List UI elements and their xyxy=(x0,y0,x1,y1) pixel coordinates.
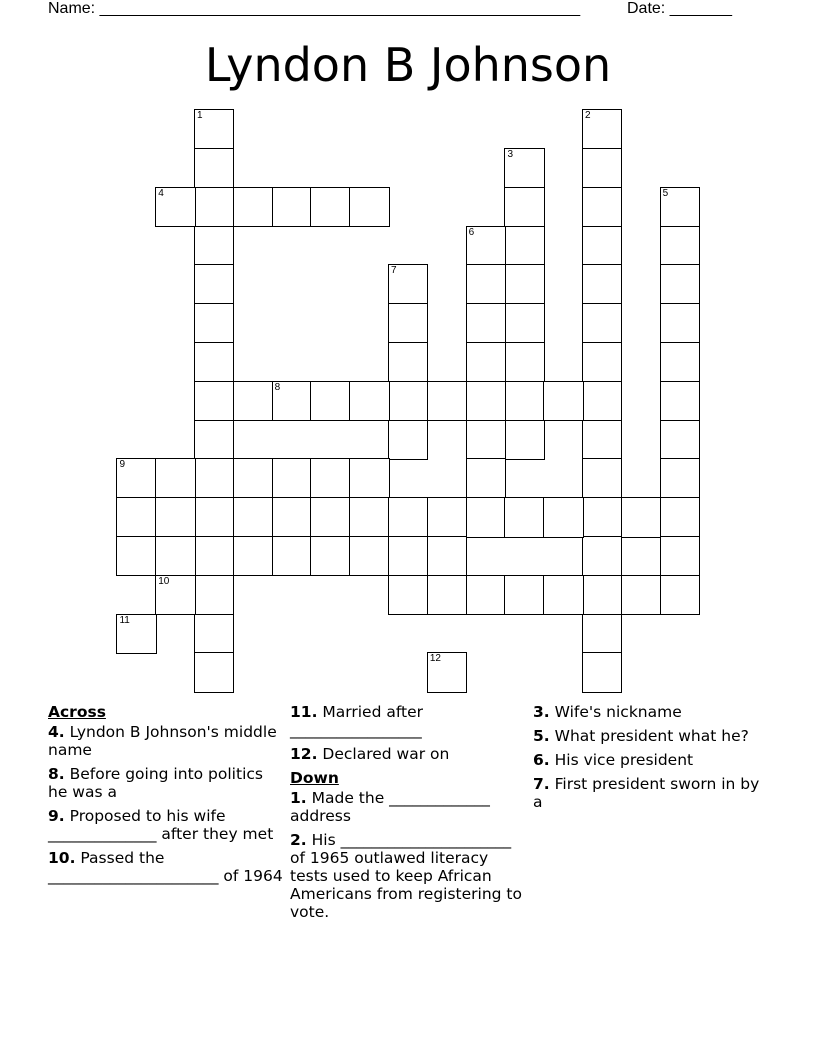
grid-cell[interactable] xyxy=(466,420,506,460)
grid-cell[interactable] xyxy=(466,575,506,615)
grid-cell[interactable] xyxy=(233,497,273,537)
grid-cell[interactable] xyxy=(194,264,234,304)
across-heading: Across xyxy=(48,703,106,721)
grid-cell[interactable] xyxy=(272,458,312,498)
clue-number-label: 5 xyxy=(662,187,669,199)
grid-cell[interactable] xyxy=(582,303,622,343)
grid-cell[interactable] xyxy=(582,458,622,498)
grid-cell[interactable] xyxy=(582,536,622,576)
clue-across-9: 9. Proposed to his wife ______________ after they met xyxy=(48,807,274,843)
grid-cell[interactable] xyxy=(427,381,467,421)
grid-cell[interactable] xyxy=(233,187,273,227)
grid-cell[interactable] xyxy=(194,497,234,537)
grid-cell[interactable] xyxy=(504,497,544,537)
grid-cell[interactable] xyxy=(388,342,428,382)
grid-cell[interactable] xyxy=(194,614,234,654)
down-heading: Down xyxy=(290,769,339,787)
grid-cell[interactable] xyxy=(582,652,622,692)
grid-cell[interactable] xyxy=(582,226,622,266)
clue-across-10: 10. Passed the ______________________ of 1964 xyxy=(48,849,283,885)
grid-cell[interactable] xyxy=(427,497,467,537)
grid-cell[interactable] xyxy=(310,536,350,576)
grid-cell[interactable] xyxy=(504,264,544,304)
grid-cell[interactable] xyxy=(660,381,700,421)
grid-cell[interactable] xyxy=(388,575,428,615)
grid-cell[interactable] xyxy=(388,420,428,460)
grid-cell[interactable] xyxy=(310,497,350,537)
grid-cell[interactable] xyxy=(504,226,544,266)
clue-number-label: 11 xyxy=(119,614,130,626)
clues-column-2 xyxy=(290,703,528,927)
clue-across-4: 4. Lyndon B Johnson's middle name xyxy=(48,723,277,759)
grid-cell[interactable] xyxy=(660,575,700,615)
grid-cell[interactable] xyxy=(155,536,195,576)
grid-cell[interactable] xyxy=(349,187,389,227)
grid-cell[interactable] xyxy=(194,652,234,692)
grid-cell[interactable] xyxy=(388,497,428,537)
grid-cell[interactable] xyxy=(660,187,700,227)
grid-cell[interactable] xyxy=(621,497,661,537)
grid-cell[interactable] xyxy=(427,575,467,615)
grid-cell[interactable] xyxy=(660,303,700,343)
grid-cell[interactable] xyxy=(660,458,700,498)
grid-cell[interactable] xyxy=(660,342,700,382)
grid-cell[interactable] xyxy=(621,575,661,615)
grid-cell[interactable] xyxy=(155,497,195,537)
grid-cell[interactable] xyxy=(582,420,622,460)
date-field[interactable]: Date: _______ xyxy=(627,0,732,17)
grid-cell[interactable] xyxy=(194,420,234,460)
grid-cell[interactable] xyxy=(504,342,544,382)
clue-down-3: 3. Wife's nickname xyxy=(533,703,682,721)
grid-cell[interactable] xyxy=(116,458,156,498)
grid-cell[interactable] xyxy=(388,303,428,343)
grid-cell[interactable] xyxy=(233,536,273,576)
grid-cell[interactable] xyxy=(582,497,622,537)
clue-down-1: 1. Made the _____________ address xyxy=(290,789,490,825)
grid-cell[interactable] xyxy=(310,458,350,498)
grid-cell[interactable] xyxy=(466,497,506,537)
clue-down-2: 2. His ______________________ of 1965 outlawed literacy tests used to keep African Americans from registering to vote. xyxy=(290,831,522,921)
grid-cell[interactable] xyxy=(272,187,312,227)
grid-cell[interactable] xyxy=(466,458,506,498)
grid-cell[interactable] xyxy=(388,536,428,576)
grid-cell[interactable] xyxy=(388,264,428,304)
grid-cell[interactable] xyxy=(349,497,389,537)
grid-cell[interactable] xyxy=(660,536,700,576)
grid-cell[interactable] xyxy=(349,536,389,576)
grid-cell[interactable] xyxy=(194,458,234,498)
grid-cell[interactable] xyxy=(582,342,622,382)
clue-number-label: 4 xyxy=(158,187,164,199)
grid-cell[interactable] xyxy=(660,420,700,460)
clue-across-8: 8. Before going into politics he was a xyxy=(48,765,263,801)
grid-cell[interactable] xyxy=(194,109,234,149)
grid-cell[interactable] xyxy=(466,381,506,421)
clue-number-label: 8 xyxy=(274,381,281,393)
grid-cell[interactable] xyxy=(427,652,467,692)
grid-cell[interactable] xyxy=(272,497,312,537)
grid-cell[interactable] xyxy=(194,575,234,615)
clue-number-label: 10 xyxy=(158,575,170,587)
grid-cell[interactable] xyxy=(504,381,544,421)
grid-cell[interactable] xyxy=(194,187,234,227)
grid-cell[interactable] xyxy=(194,536,234,576)
grid-cell[interactable] xyxy=(116,614,156,654)
clues-column-1 xyxy=(48,703,284,891)
grid-cell[interactable] xyxy=(194,342,234,382)
grid-cell[interactable] xyxy=(427,536,467,576)
clue-across-12: 12. Declared war on xyxy=(290,745,450,763)
grid-cell[interactable] xyxy=(660,226,700,266)
grid-cell[interactable] xyxy=(504,303,544,343)
grid-cell[interactable] xyxy=(310,381,350,421)
grid-cell[interactable] xyxy=(233,458,273,498)
grid-cell[interactable] xyxy=(582,614,622,654)
grid-cell[interactable] xyxy=(466,342,506,382)
clue-number-label: 3 xyxy=(507,149,513,161)
grid-cell[interactable] xyxy=(504,148,544,188)
grid-cell[interactable] xyxy=(504,420,544,460)
grid-cell[interactable] xyxy=(310,187,350,227)
clue-down-7: 7. First president sworn in by a xyxy=(533,775,760,811)
clue-number-label: 12 xyxy=(429,653,441,665)
grid-cell[interactable] xyxy=(155,187,195,227)
grid-cell[interactable] xyxy=(466,264,506,304)
clue-number-label: 6 xyxy=(468,226,475,238)
clue-number-label: 2 xyxy=(585,110,591,122)
grid-cell[interactable] xyxy=(582,187,622,227)
clue-number-label: 1 xyxy=(197,110,203,122)
grid-cell[interactable] xyxy=(116,497,156,537)
grid-cell[interactable] xyxy=(233,381,273,421)
clue-across-11: 11. Married after _________________ xyxy=(290,703,424,739)
grid-cell[interactable] xyxy=(660,497,700,537)
grid-cell[interactable] xyxy=(349,381,389,421)
grid-cell[interactable] xyxy=(582,148,622,188)
grid-cell[interactable] xyxy=(543,575,583,615)
grid-cell[interactable] xyxy=(155,575,195,615)
grid-cell[interactable] xyxy=(466,226,506,266)
grid-cell[interactable] xyxy=(466,303,506,343)
grid-cell[interactable] xyxy=(349,458,389,498)
clue-down-6: 6. His vice president xyxy=(533,751,694,769)
grid-cell[interactable] xyxy=(504,575,544,615)
clues-column-3 xyxy=(533,703,773,817)
grid-cell[interactable] xyxy=(194,303,234,343)
grid-cell[interactable] xyxy=(155,458,195,498)
clue-number-label: 9 xyxy=(119,459,125,471)
grid-cell[interactable] xyxy=(660,264,700,304)
grid-cell[interactable] xyxy=(388,381,428,421)
grid-cell[interactable] xyxy=(272,536,312,576)
grid-cell[interactable] xyxy=(543,497,583,537)
clue-down-5: 5. What president what he? xyxy=(533,727,749,745)
grid-cell[interactable] xyxy=(194,148,234,188)
page-title: Lyndon B Johnson xyxy=(204,38,612,92)
name-field[interactable]: Name: ______________________________________________________ xyxy=(48,0,581,17)
clue-number-label: 7 xyxy=(391,265,397,277)
grid-cell[interactable] xyxy=(582,109,622,149)
grid-cell[interactable] xyxy=(194,226,234,266)
grid-cell[interactable] xyxy=(582,575,622,615)
grid-cell[interactable] xyxy=(116,536,156,576)
grid-cell[interactable] xyxy=(582,264,622,304)
grid-cell[interactable] xyxy=(543,381,583,421)
grid-cell[interactable] xyxy=(582,381,622,421)
grid-cell[interactable] xyxy=(194,381,234,421)
grid-cell[interactable] xyxy=(504,187,544,227)
grid-cell[interactable] xyxy=(272,381,312,421)
